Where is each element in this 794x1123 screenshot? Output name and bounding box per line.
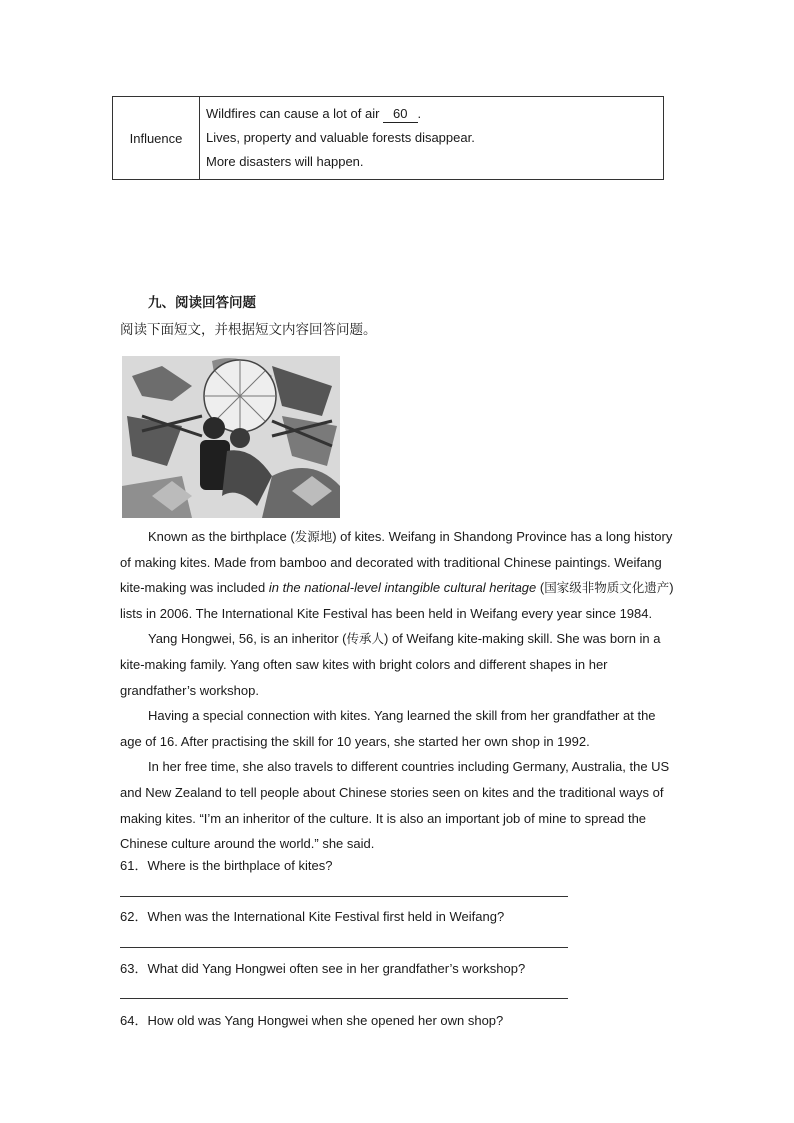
kite-photo — [122, 356, 340, 518]
answer-blank-60[interactable]: 60 — [383, 106, 417, 123]
table-row — [113, 97, 664, 180]
table-line-1: Wildfires can cause a lot of air 60 . — [206, 106, 422, 121]
row-label: Influence — [113, 97, 200, 180]
row-content — [200, 97, 664, 180]
answer-line-61[interactable] — [120, 896, 568, 897]
reading-passage — [120, 524, 676, 857]
influence-table — [112, 96, 664, 180]
answer-line-63[interactable] — [120, 998, 568, 999]
passage-paragraph: Known as the birthplace (发源地) of kites. Weifang in Shandong Province has a long history of making kites. Made from bamboo and decorated with traditional Chinese paintings. Weifang kite-making was included in the national-level intangible cultural heritage (国家级非物质文化遗产) lists in 2006. The International Kite Festival has been held in Weifang every year since 1984. — [120, 529, 674, 621]
question-64: 64．How old was Yang Hongwei when she opened her own shop? — [120, 1013, 504, 1028]
question-61: 61．Where is the birthplace of kites? — [120, 858, 333, 873]
table-line-2: Lives, property and valuable forests disappear. — [206, 130, 475, 145]
section-title: 九、阅读回答问题 — [148, 295, 256, 311]
table-line-3: More disasters will happen. — [206, 154, 364, 169]
passage-paragraph: In her free time, she also travels to different countries including Germany, Australia, the US and New Zealand to tell people about Chinese stories seen on kites and the traditional ways of making kites. “I’m an inheritor of the culture. It is also an important job of mine to spread the Chinese culture around the world.” she said. — [120, 759, 670, 852]
question-62: 62．When was the International Kite Festival first held in Weifang? — [120, 909, 505, 924]
passage-paragraph: Yang Hongwei, 56, is an inheritor (传承人) of Weifang kite-making skill. She was born in a kite-making family. Yang often saw kites with bright colors and different shapes in her grandfather’s workshop. — [120, 631, 661, 698]
question-63: 63．What did Yang Hongwei often see in her grandfather’s workshop? — [120, 961, 526, 976]
answer-line-62[interactable] — [120, 947, 568, 948]
passage-paragraph: Having a special connection with kites. Yang learned the skill from her grandfather at the age of 16. After practising the skill for 10 years, she started her own shop in 1992. — [120, 708, 656, 749]
section-instruction: 阅读下面短文，并根据短文内容回答问题。 — [120, 322, 377, 338]
